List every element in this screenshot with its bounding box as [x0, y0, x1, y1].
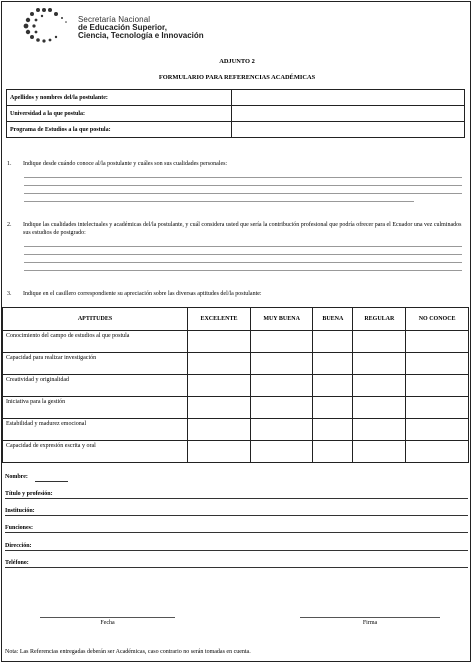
question-text: Indique desde cuándo conoce al/la postulante y cuáles son sus cualidades personales: [23, 161, 228, 167]
answer-line [24, 177, 462, 178]
table-row [7, 106, 465, 122]
applicant-name-label: Apellidos y nombres del/la postulante: [7, 90, 232, 106]
rating-cell[interactable] [353, 419, 406, 441]
rating-cell[interactable] [250, 419, 312, 441]
logo-text [78, 16, 204, 40]
rating-cell[interactable] [188, 331, 251, 353]
column-header: NO CONOCE [406, 308, 469, 331]
aptitude-label: Iniciativa para la gestión [3, 397, 188, 419]
rating-cell[interactable] [188, 353, 251, 375]
rating-cell[interactable] [406, 375, 469, 397]
underline [5, 532, 468, 533]
table-row [7, 90, 465, 106]
column-header: REGULAR [353, 308, 406, 331]
table-header-row [3, 308, 469, 331]
table-row [3, 419, 469, 441]
referee-title-label: Título y profesión: [5, 491, 53, 497]
table-row [3, 397, 469, 419]
column-header: MUY BUENA [250, 308, 312, 331]
underline [5, 567, 468, 568]
question-number: 2. [7, 222, 12, 228]
column-header: APTITUDES [3, 308, 188, 331]
question-number: 3. [7, 291, 12, 297]
logo-line-3: Ciencia, Tecnología e Innovación [78, 31, 204, 40]
rating-cell[interactable] [313, 397, 353, 419]
applicant-name-field[interactable] [232, 90, 465, 106]
rating-cell[interactable] [313, 441, 353, 463]
rating-cell[interactable] [406, 441, 469, 463]
applicant-info-table [6, 89, 465, 138]
rating-cell[interactable] [353, 331, 406, 353]
aptitude-label: Capacidad para realizar investigación [3, 353, 188, 375]
rating-cell[interactable] [406, 331, 469, 353]
rating-cell[interactable] [406, 353, 469, 375]
table-row [3, 441, 469, 463]
referee-address-field[interactable] [5, 543, 468, 553]
logo-line-1: Secretaría Nacional [78, 15, 151, 24]
referee-institution-label: Institución: [5, 508, 35, 514]
table-row [7, 122, 465, 138]
referee-title-field[interactable] [5, 491, 468, 501]
date-label: Fecha [100, 620, 115, 626]
aptitude-label: Capacidad de expresión escrita y oral [3, 441, 188, 463]
rating-cell[interactable] [313, 331, 353, 353]
underline [5, 498, 468, 499]
referee-name-field[interactable] [5, 474, 468, 484]
rating-cell[interactable] [188, 419, 251, 441]
answer-line [24, 254, 462, 255]
aptitudes-table [2, 307, 469, 463]
aptitude-label: Conocimiento del campo de estudios al que postula [3, 331, 188, 353]
annex-label: ADJUNTO 2 [219, 58, 255, 65]
table-row [3, 331, 469, 353]
question-2 [7, 221, 467, 239]
table-row [3, 375, 469, 397]
answer-line [24, 201, 414, 202]
rating-cell[interactable] [250, 441, 312, 463]
underline [5, 515, 468, 516]
referee-functions-field[interactable] [5, 525, 468, 535]
rating-cell[interactable] [353, 397, 406, 419]
logo-line-2: de Educación Superior, [78, 23, 167, 32]
question-text: Indique en el casillero correspondiente su apreciación sobre las diversas aptitudes del/la postulante: [23, 291, 262, 297]
rating-cell[interactable] [188, 441, 251, 463]
date-line[interactable] [40, 617, 175, 618]
rating-cell[interactable] [406, 397, 469, 419]
rating-cell[interactable] [353, 375, 406, 397]
form-title: FORMULARIO PARA REFERENCIAS ACADÉMICAS [158, 74, 316, 81]
aptitude-label: Creatividad y originalidad [3, 375, 188, 397]
university-field[interactable] [232, 106, 465, 122]
referee-functions-label: Funciones: [5, 525, 34, 531]
rating-cell[interactable] [250, 397, 312, 419]
rating-cell[interactable] [313, 419, 353, 441]
dots-logo-icon [18, 6, 76, 44]
rating-cell[interactable] [250, 331, 312, 353]
signature-label: Firma [362, 620, 378, 626]
referee-name-label: Nombre: [5, 474, 28, 480]
answer-line [24, 246, 462, 247]
program-field[interactable] [232, 122, 465, 138]
rating-cell[interactable] [250, 375, 312, 397]
referee-phone-label: Teléfono: [5, 560, 29, 566]
underline [35, 481, 68, 482]
rating-cell[interactable] [250, 353, 312, 375]
column-header: EXCELENTE [188, 308, 251, 331]
column-header: BUENA [313, 308, 353, 331]
university-label: Universidad a la que postula: [7, 106, 232, 122]
rating-cell[interactable] [188, 397, 251, 419]
table-row [3, 353, 469, 375]
question-text: Indique las cualidades intelectuales y académicas del/la postulante, y cuál considera usted que sería la contribución profesional que podría ofrecer para el Ecuador una vez culminados sus estudios de postgrado: [23, 222, 462, 236]
underline [5, 550, 468, 551]
footer-note: Nota: Las Referencias entregadas deberán ser Académicas, caso contrario no serán tomadas en cuenta. [5, 649, 251, 655]
answer-line [24, 262, 462, 263]
rating-cell[interactable] [406, 419, 469, 441]
rating-cell[interactable] [313, 353, 353, 375]
rating-cell[interactable] [188, 375, 251, 397]
rating-cell[interactable] [313, 375, 353, 397]
answer-line [24, 185, 462, 186]
answer-line [24, 193, 462, 194]
question-number: 1. [7, 161, 12, 167]
signature-line[interactable] [300, 617, 440, 618]
rating-cell[interactable] [353, 441, 406, 463]
senescyt-logo [18, 6, 218, 46]
aptitude-label: Estabilidad y madurez emocional [3, 419, 188, 441]
program-label: Programa de Estudios a la que postula: [7, 122, 232, 138]
rating-cell[interactable] [353, 353, 406, 375]
referee-phone-field[interactable] [5, 560, 468, 570]
answer-line [24, 270, 462, 271]
referee-address-label: Dirección: [5, 543, 32, 549]
referee-institution-field[interactable] [5, 508, 468, 518]
